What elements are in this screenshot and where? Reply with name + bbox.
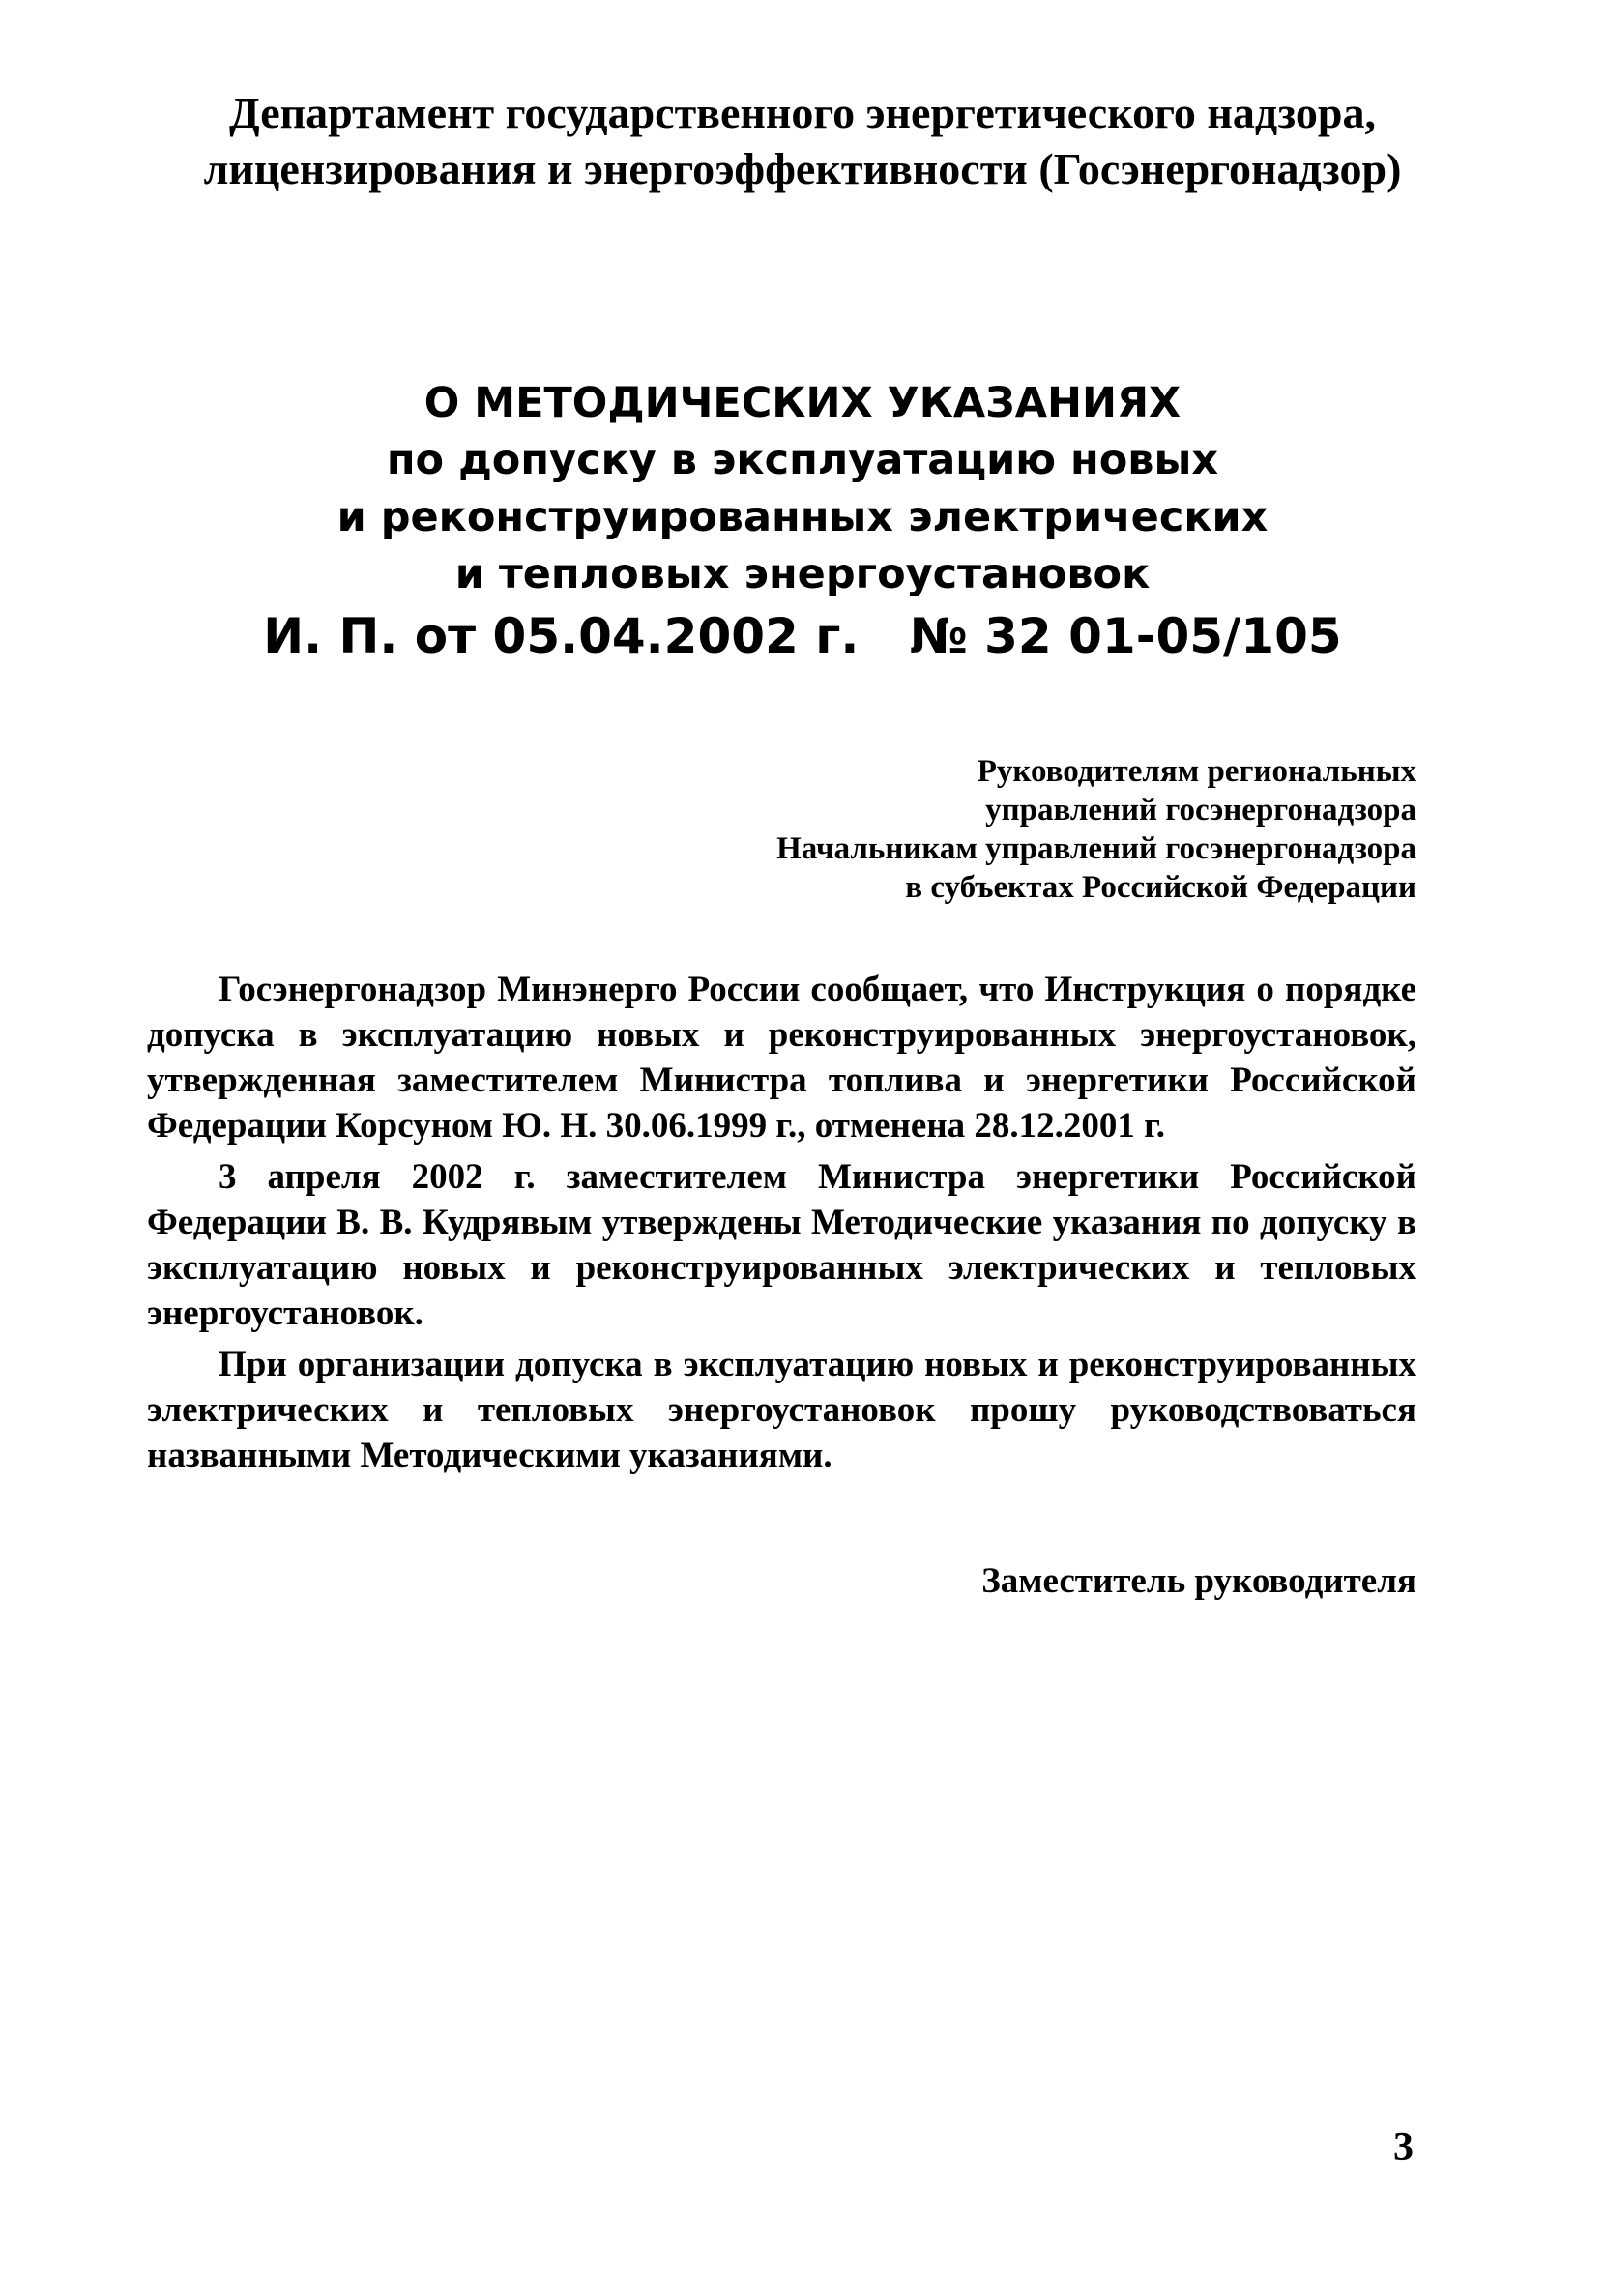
body-paragraph: Госэнергонадзор Минэнерго России сообщает, что Инструкция о порядке допуска в эксплуатацию новых и реконструированных энергоустановок, утвержденная заместителем Министра топлива и энергетики Российской Федерации Корсуном Ю. Н. 30.06.1999 г., отменена 28.12.2001 г. [147, 970, 1416, 1146]
title-line: и тепловых энергоустановок [454, 550, 1151, 598]
department-line: лицензирования и энергоэффективности (Госэнергонадзор) [203, 144, 1402, 193]
signature-title: Заместитель руководителя [981, 1561, 1416, 1601]
department-header [126, 85, 1479, 197]
addressee-line: Руководителям региональных [977, 754, 1416, 789]
addressee-line: в субъектах Российской Федерации [905, 870, 1416, 905]
department-line: Департамент государственного энергетического надзора, [229, 88, 1376, 137]
addressee-line: управлений госэнергонадзора [985, 793, 1416, 828]
body-text [147, 967, 1416, 1484]
document-reference: И. П. от 05.04.2002 г. № 32 01-05/105 [263, 608, 1342, 664]
page-number: 3 [1393, 2125, 1414, 2169]
document-title [145, 375, 1460, 669]
title-line: по допуску в эксплуатацию новых [386, 436, 1219, 484]
title-line: и реконструированных электрических [336, 493, 1269, 541]
title-line: О МЕТОДИЧЕСКИХ УКАЗАНИЯХ [423, 379, 1182, 427]
body-paragraph: При организации допуска в эксплуатацию новых и реконструированных электрических и тепловых энергоустановок прошу руководствоваться названными Методическими указаниями. [147, 1345, 1416, 1475]
body-paragraph: 3 апреля 2002 г. заместителем Министра энергетики Российской Федерации В. В. Кудрявым утверждены Методические указания по допуску в эксплуатацию новых и реконструированных электрических и тепловых энергоустановок. [147, 1157, 1416, 1333]
addressee-line: Начальникам управлений госэнергонадзора [776, 831, 1416, 866]
addressees-block [546, 752, 1416, 907]
